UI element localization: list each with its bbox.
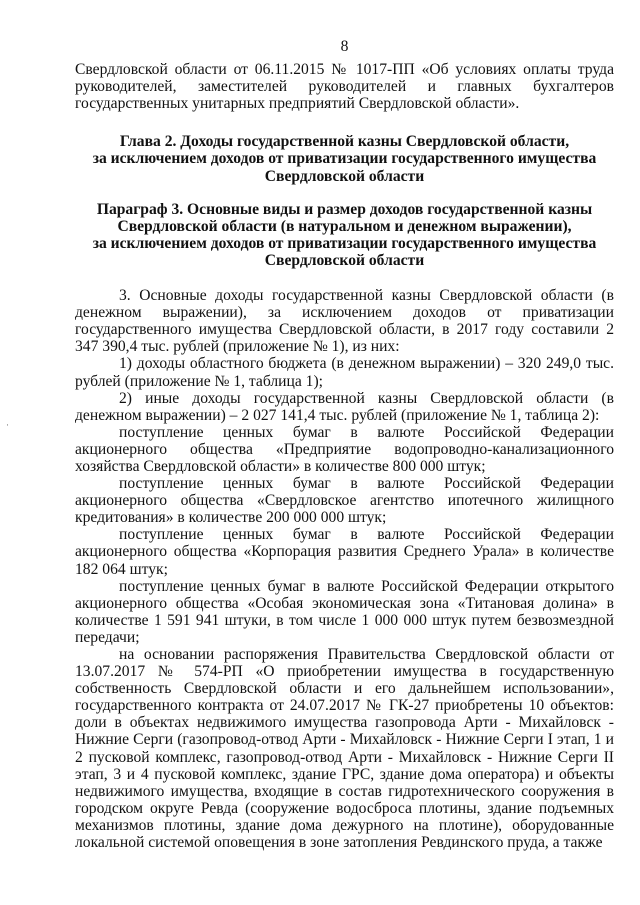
paragraph-heading-line: Параграф 3. Основные виды и размер доходов государственной казны	[96, 200, 593, 218]
page-number: 8	[340, 38, 349, 55]
body-paragraph-subitem-1: 1) доходы областного бюджета (в денежном выражении) – 320 249,0 тыс. рублей (приложение № 1, таблица 1);	[75, 355, 614, 390]
paragraph-heading-line: Свердловской области (в натуральном и денежном выражении),	[117, 217, 572, 235]
body-paragraph-acquisition: на основании распоряжения Правительства Свердловской области от 13.07.2017 № 574-РП «О приобретении имущества в государственную собственность Свердловской области и его дальнейшем использовании», государственного контракта от 24.07.2017 № ГК-27 приобретены 10 объектов: доли в объектах недвижимого имущества газопровода Арти - Михайловск - Нижние Серги (газопровод-отвод Арти - Михайловск - Нижние Серги I этап, 1 и 2 пусковой комплекс, газопровод-отвод Арти - Михайловск - Нижние Серги II этап, 3 и 4 пусковой комплекс, здание ГРС, здание дома оператора) и объекты недвижимого имущества, входящие в состав гидротехнического сооружения в городском округе Ревда (сооружение водосброса плотины, здание подъемных механизмов плотины, здание дома дежурного на плотине), оборудованные локальной системой оповещения в зоне затопления Ревдинского пруда, а также	[75, 646, 614, 852]
body-paragraph-securities-korporatsiya: поступление ценных бумаг в валюте Российской Федерации акционерного общества «Корпорация развития Среднего Урала» в количестве 182 064 штук;	[75, 526, 614, 578]
paragraph-heading	[75, 201, 614, 269]
spacer	[75, 112, 614, 133]
body-paragraph-subitem-2: 2) иные доходы государственной казны Свердловской области (в денежном выражении) – 2 027 141,4 тыс. рублей (приложение № 1, таблица 2):	[75, 389, 614, 424]
body-text	[75, 287, 614, 851]
spacer	[75, 185, 614, 201]
body-paragraph-securities-ipoteka: поступление ценных бумаг в валюте Российской Федерации акционерного общества «Свердловское агентство ипотечного жилищного кредитования» в количестве 200 000 000 штук;	[75, 475, 614, 527]
body-paragraph-item-3: 3. Основные доходы государственной казны Свердловской области (в денежном выражении), за исключением доходов от приватизации государственного имущества Свердловской области, в 2017 году составили 2 347 390,4 тыс. рублей (приложение № 1), из них:	[75, 287, 614, 356]
body-paragraph-securities-vodokanal: поступление ценных бумаг в валюте Российской Федерации акционерного общества «Предприятие водопроводно-канализационного хозяйства Свердловской области» в количестве 800 000 штук;	[75, 423, 614, 475]
chapter-heading-line: Свердловской области	[264, 167, 425, 185]
paragraph-heading-line: Свердловской области	[264, 251, 425, 269]
scan-artifact: ·	[6, 420, 9, 430]
body-paragraph-securities-titanovaya: поступление ценных бумаг в валюте Российской Федерации открытого акционерного общества «Особая экономическая зона «Титановая долина» в количестве 1 591 941 штуки, в том числе 1 000 000 штук путем безвозмездной передачи;	[75, 577, 614, 646]
chapter-heading-line: за исключением доходов от приватизации государственного имущества	[92, 150, 597, 168]
chapter-heading-line: Глава 2. Доходы государственной казны Свердловской области,	[119, 133, 570, 151]
spacer	[75, 269, 614, 287]
chapter-heading	[75, 133, 614, 184]
intro-paragraph: Свердловской области от 06.11.2015 № 1017-ПП «Об условиях оплаты труда руководителей, заместителей руководителей и главных бухгалтеров государственных унитарных предприятий Свердловской области».	[75, 61, 614, 113]
paragraph-heading-line: за исключением доходов от приватизации государственного имущества	[92, 234, 597, 252]
